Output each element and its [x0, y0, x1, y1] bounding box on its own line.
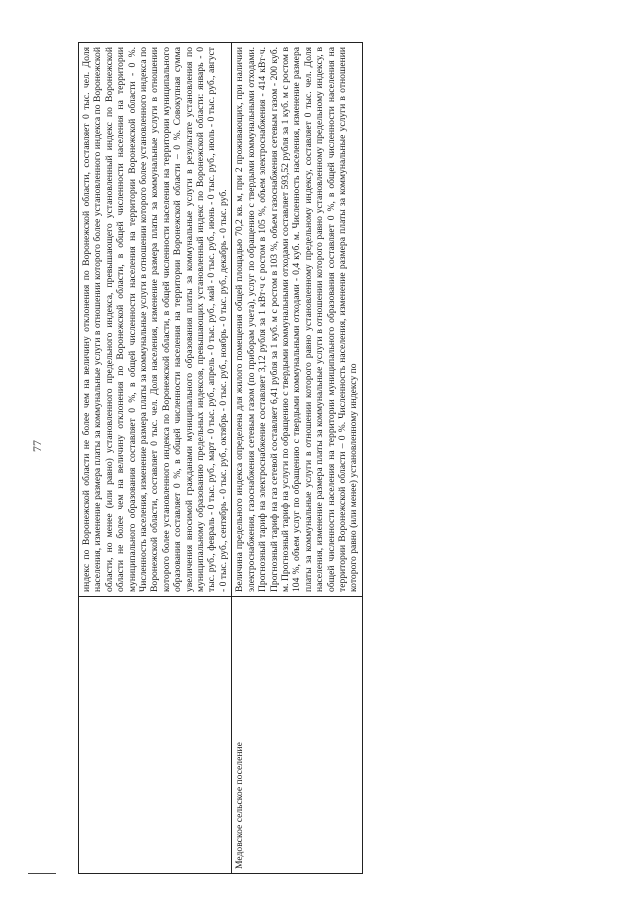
footnote-divider [28, 873, 56, 874]
settlement-name-cell: Медовское сельское поселение [232, 597, 362, 874]
index-description-cell: Величина предельного индекса определена для жилого помещения общей площадью 70,2 кв. м, при 2 проживающих, при наличии электроснабжения, газоснабжения сетевым газом (по приборам учета), услуг по обращению с твердыми коммунальными отходами. Прогнозный тариф на электроснабжение составляет 3,12 рубля за 1 кВт·ч с ростом в 105 %, объем электроснабжения - 414 кВт·ч. Прогнозный тариф на газ сетевой составляет 6,41 рубля за 1 куб. м с ростом в 103 %, объем газоснабжения сетевым газом - 200 куб. м. Прогнозный тариф на услуги по обращению с твердыми коммунальными отходами составляет 593,52 рубля за 1 куб. м с ростом в 104 %, объем услуг по обращению с твердыми коммунальными отходами - 0,4 куб. м. Численность населения, изменение размера платы за коммунальные услуги в отношении которого равно установленному предельному индексу, составляет 0 тыс. чел. Доля населения, изменение размера платы за коммунальные услуги в отношении которого равно установленному предельному индексу, в общей численности населения на территории муниципального образования составляет 0 %, в общей численности населения на территории Воронежской области – 0 %. Численность населения, изменение размера платы за коммунальные услуги в отношении которого равно (или менее) установленному индексу по [232, 43, 362, 597]
tariff-index-table [78, 42, 363, 874]
rotated-table-page [70, 33, 604, 882]
table-row [232, 43, 362, 874]
table-row [79, 43, 232, 874]
settlement-name-cell [79, 597, 232, 874]
page-number: 77 [30, 440, 44, 452]
index-description-cell: индекс по Воронежской области не более чем на величину отклонения по Воронежской области, составляет 0 тыс. чел. Доля населения, изменение размера платы за коммунальные услуги в отношении которого более установленного индекса по Воронежской области, но менее (или равно) установленного предельного индекса, превышающего установленный индекс по Воронежской области не более чем на величину отклонения по Воронежской области, в общей численности населения на территории муниципального образования составляет 0 %, в общей численности населения на территории Воронежской области - 0 %. Численность населения, изменение размера платы за коммунальные услуги в отношении которого более установленного индекса по Воронежской области, составляет 0 тыс. чел. Доля населения, изменение размера платы за коммунальные услуги в отношении которого более установленного индекса по Воронежской области, в общей численности населения на территории муниципального образования составляет 0 %, в общей численности населения на территории Воронежской области – 0 %. Совокупная сумма увеличения вносимой гражданами муниципального образования платы за коммунальные услуги в результате установления по муниципальному образованию предельных индексов, превышающих установленный индекс по Воронежской области: январь - 0 тыс. руб., февраль - 0 тыс. руб., март - 0 тыс. руб., апрель - 0 тыс. руб., май - 0 тыс. руб., июнь - 0 тыс. руб., июль - 0 тыс. руб., август - 0 тыс. руб., сентябрь - 0 тыс. руб., октябрь - 0 тыс. руб., ноябрь - 0 тыс. руб., декабрь - 0 тыс. руб. [79, 43, 232, 597]
